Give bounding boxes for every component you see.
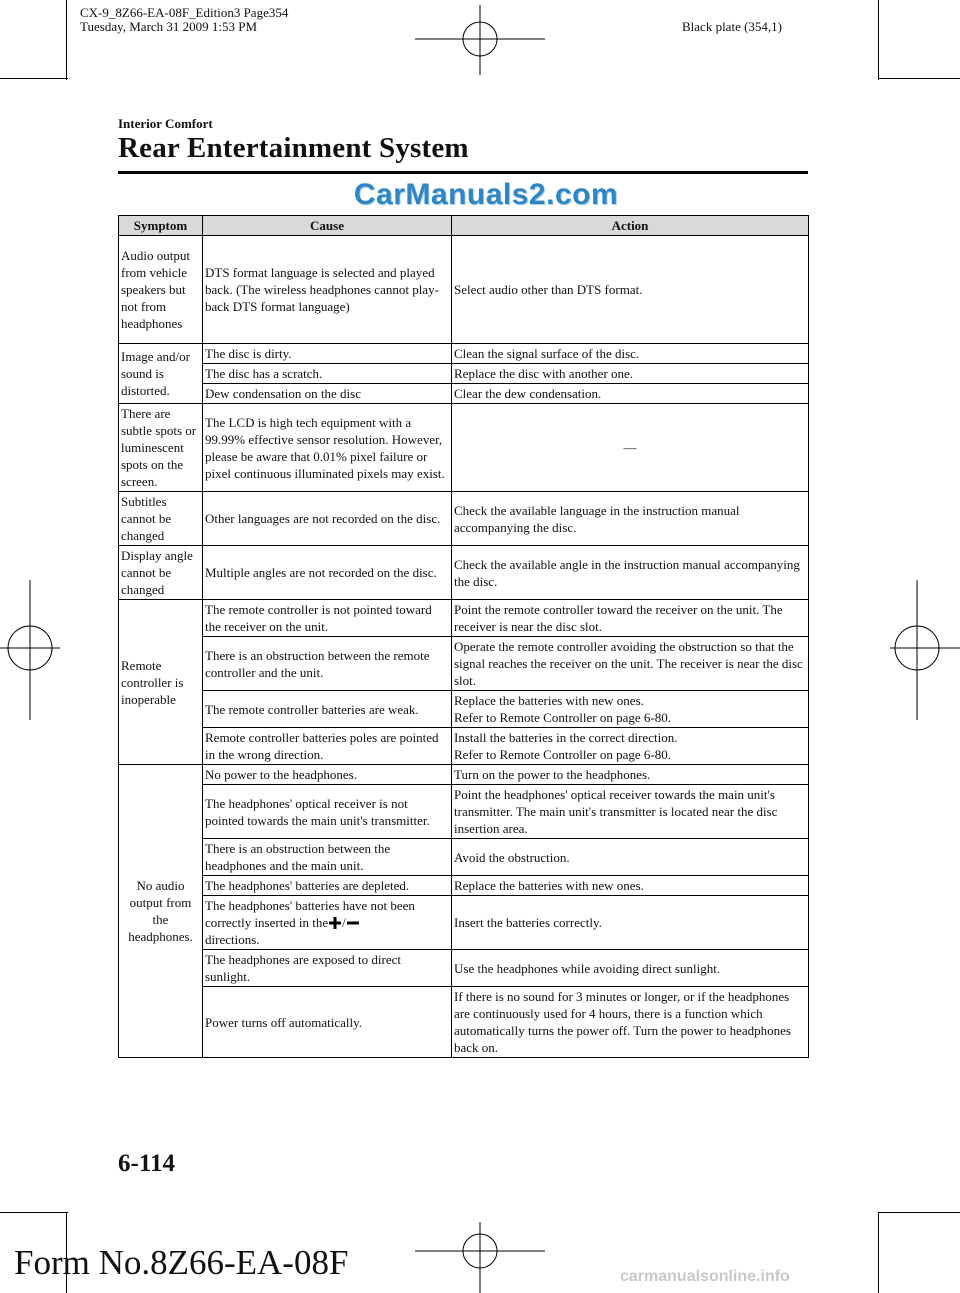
table-row: [119, 896, 809, 950]
action-cell: Clean the signal surface of the disc.: [452, 344, 809, 364]
table-row: [119, 404, 809, 492]
symptom-cell: Audio output from vehicle speakers but not from headphones: [119, 236, 203, 344]
action-cell: Replace the batteries with new ones.: [452, 876, 809, 896]
table-row: [119, 876, 809, 896]
polarity-separator: /: [342, 915, 346, 930]
column-header-action: Action: [452, 216, 809, 236]
table-row: [119, 236, 809, 344]
table-row: [119, 600, 809, 637]
page-number: 6-114: [118, 1150, 175, 1177]
table-row: [119, 839, 809, 876]
title-rule: [118, 171, 808, 174]
action-line: Install the batteries in the correct direction.: [454, 730, 678, 745]
print-job-id: CX-9_8Z66-EA-08F_Edition3 Page354: [80, 5, 289, 20]
cause-cell: The LCD is high tech equipment with a 99.99% effective sensor resolution. However, please be aware that 0.01% pixel failure or pixel continuous illuminated pixels may exist.: [203, 404, 452, 492]
action-cell: [452, 691, 809, 728]
table-row: [119, 785, 809, 839]
table-row: [119, 492, 809, 546]
action-cell: Point the headphones' optical receiver towards the main unit's transmitter. The main unit's transmitter is located near the disc insertion area.: [452, 785, 809, 839]
page-title: Rear Entertainment System: [118, 132, 469, 164]
registration-crosshair-icon: [415, 1222, 545, 1293]
symptom-cell: No audio output from the headphones.: [119, 765, 203, 1058]
table-row: [119, 765, 809, 785]
action-cell: —: [452, 404, 809, 492]
action-cell: Use the headphones while avoiding direct sunlight.: [452, 950, 809, 987]
action-cell: If there is no sound for 3 minutes or longer, or if the headphones are continuously used for 4 hours, there is a function which automatically turns the power off. Turn the power to headphones back on.: [452, 987, 809, 1058]
registration-crosshair-icon: [0, 580, 60, 720]
action-cell: Insert the batteries correctly.: [452, 896, 809, 950]
table-row: [119, 728, 809, 765]
action-cell: Select audio other than DTS format.: [452, 236, 809, 344]
registration-crosshair-icon: [415, 5, 545, 75]
page-reference: Refer to Remote Controller on page 6-80.: [454, 710, 671, 725]
symptom-cell: Subtitles cannot be changed: [119, 492, 203, 546]
column-header-symptom: Symptom: [119, 216, 203, 236]
cause-cell: DTS format language is selected and played back. (The wireless headphones cannot play-back DTS format language): [203, 236, 452, 344]
watermark-footer: carmanualsonline.info: [620, 1268, 790, 1285]
action-cell: Operate the remote controller avoiding the obstruction so that the signal reaches the receiver on the unit. The receiver is near the disc slot.: [452, 637, 809, 691]
plate-label: Black plate (354,1): [682, 19, 782, 34]
action-cell: Check the available angle in the instruction manual accompanying the disc.: [452, 546, 809, 600]
cause-text: The headphones' batteries have not been correctly inserted in the: [205, 898, 415, 930]
table-row: [119, 691, 809, 728]
cause-text-end: directions.: [205, 932, 260, 947]
action-line: Replace the batteries with new ones.: [454, 693, 644, 708]
troubleshooting-table: [118, 215, 809, 1058]
table-row: [119, 546, 809, 600]
page-reference: Refer to Remote Controller on page 6-80.: [454, 747, 671, 762]
table-row: [119, 364, 809, 384]
cause-cell: There is an obstruction between the remote controller and the unit.: [203, 637, 452, 691]
cause-cell: The headphones' optical receiver is not pointed towards the main unit's transmitter.: [203, 785, 452, 839]
cause-cell: The remote controller batteries are weak.: [203, 691, 452, 728]
cause-cell: Multiple angles are not recorded on the disc.: [203, 546, 452, 600]
table-row: [119, 987, 809, 1058]
action-cell: Avoid the obstruction.: [452, 839, 809, 876]
registration-crosshair-icon: [890, 580, 960, 720]
column-header-cause: Cause: [203, 216, 452, 236]
cause-cell: Remote controller batteries poles are pointed in the wrong direction.: [203, 728, 452, 765]
symptom-cell: Remote controller is inoperable: [119, 600, 203, 765]
table-row: [119, 637, 809, 691]
cause-cell: The remote controller is not pointed toward the receiver on the unit.: [203, 600, 452, 637]
cause-cell: The disc has a scratch.: [203, 364, 452, 384]
action-cell: Replace the disc with another one.: [452, 364, 809, 384]
cause-cell: The headphones are exposed to direct sunlight.: [203, 950, 452, 987]
minus-polarity-icon: [347, 917, 359, 929]
cause-cell: Power turns off automatically.: [203, 987, 452, 1058]
cause-cell: Dew condensation on the disc: [203, 384, 452, 404]
action-cell: Point the remote controller toward the receiver on the unit. The receiver is near the disc slot.: [452, 600, 809, 637]
cause-cell: There is an obstruction between the headphones and the main unit.: [203, 839, 452, 876]
action-cell: Turn on the power to the headphones.: [452, 765, 809, 785]
form-number: Form No.8Z66-EA-08F: [14, 1243, 349, 1282]
section-label: Interior Comfort: [118, 116, 213, 131]
symptom-cell: Display angle cannot be changed: [119, 546, 203, 600]
watermark-logo: CarManuals2.com: [353, 178, 619, 211]
cause-cell: The headphones' batteries are depleted.: [203, 876, 452, 896]
symptom-cell: Image and/or sound is distorted.: [119, 344, 203, 404]
cause-cell: Other languages are not recorded on the disc.: [203, 492, 452, 546]
action-cell: [452, 728, 809, 765]
plus-polarity-icon: [329, 917, 341, 929]
table-row: [119, 344, 809, 364]
table-header-row: [119, 216, 809, 236]
action-cell: Check the available language in the instruction manual accompanying the disc.: [452, 492, 809, 546]
cause-cell: [203, 896, 452, 950]
table-row: [119, 950, 809, 987]
cause-cell: The disc is dirty.: [203, 344, 452, 364]
symptom-cell: There are subtle spots or luminescent spots on the screen.: [119, 404, 203, 492]
table-row: [119, 384, 809, 404]
cause-cell: No power to the headphones.: [203, 765, 452, 785]
print-timestamp: Tuesday, March 31 2009 1:53 PM: [80, 19, 258, 34]
action-cell: Clear the dew condensation.: [452, 384, 809, 404]
